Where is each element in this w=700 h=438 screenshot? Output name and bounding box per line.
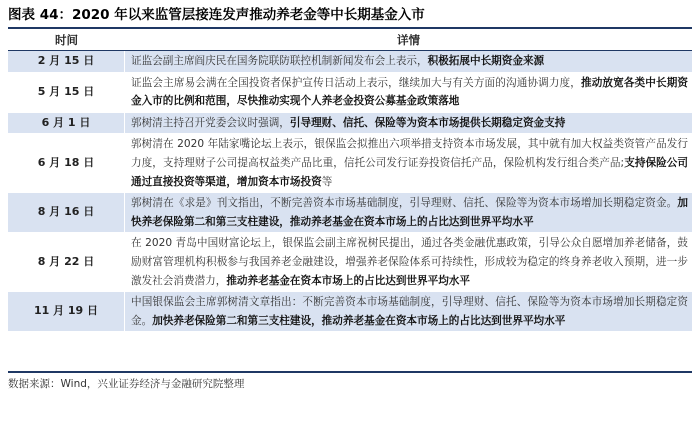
row-date: 6 月 1 日 <box>8 113 125 134</box>
table-row <box>8 51 692 72</box>
row-detail <box>125 292 692 331</box>
row-detail <box>125 193 692 232</box>
table-header <box>8 30 692 51</box>
detail-text: 证监会主席易会满在全国投资者保护宣传日活动上表示，继续加大与有关方面的沟通协调力度， <box>131 76 581 89</box>
row-date: 8 月 22 日 <box>8 233 125 291</box>
policy-table <box>8 30 692 331</box>
table-row <box>8 133 692 192</box>
title-rule <box>8 27 692 29</box>
detail-text: 郭树清主持召开党委会议时强调， <box>131 116 290 129</box>
row-date: 5 月 15 日 <box>8 73 125 112</box>
detail-emphasis: 积极拓展中长期资金来源 <box>427 55 545 67</box>
row-date: 2 月 15 日 <box>8 51 125 72</box>
row-date: 6 月 18 日 <box>8 134 125 192</box>
figure-title: 图表 44：2020 年以来监管层接连发声推动养老金等中长期基金入市 <box>8 7 425 23</box>
row-date: 11 月 19 日 <box>8 292 125 331</box>
bottom-rule <box>8 371 692 373</box>
detail-emphasis: 支持保险公司通过直接投资等渠道，增加资本市场投资 <box>131 156 688 188</box>
row-date: 8 月 16 日 <box>8 193 125 232</box>
detail-emphasis: 引导理财、信托、保险等为资本市场提供长期稳定资金支持 <box>289 116 566 129</box>
row-detail <box>125 51 692 72</box>
detail-text: 郭树清在 2020 年陆家嘴论坛上表示，银保监会拟推出六项举措支持资本市场发展，其中就有加大权益类资管产品发行力度，支持理财子公司提高权益类产品比重，信托公司发行证券投资信托产品，保险机构发行组合类产品; <box>131 138 688 169</box>
detail-emphasis: 加快养老保险第二和第三支柱建设，推动养老基金在资本市场上的占比达到世界平均水平 <box>152 314 566 327</box>
source-note: 数据来源：Wind，兴业证券经济与金融研究院整理 <box>8 378 245 390</box>
row-detail <box>125 233 692 291</box>
detail-text: 在 2020 青岛中国财富论坛上，银保监会副主席祝树民提出，通过各类金融优惠政策，引导公众自愿增加养老储备，鼓励财富管理机构积极参与我国养老金融建设，增强养老保险体系可持续性，形成较为稳定的终身养老收入预期，进一步激发社会消费潜力， <box>131 237 688 287</box>
table-row <box>8 112 692 134</box>
detail-text: 证监会副主席阎庆民在国务院联防联控机制新闻发布会上表示， <box>131 55 428 67</box>
detail-text: 中国银保监会主席郭树清文章指出：不断完善资本市场基础制度，引导理财、信托、保险等为资本市场增加长期稳定资金。 <box>131 296 688 327</box>
row-detail <box>125 113 692 134</box>
table-row <box>8 232 692 291</box>
row-detail <box>125 134 692 192</box>
row-detail <box>125 73 692 112</box>
table-row <box>8 72 692 112</box>
detail-emphasis: 加快养老保险第二和第三支柱建设，推动养老基金在资本市场上的占比达到世界平均水平 <box>131 197 688 228</box>
detail-emphasis: 推动放宽各类中长期资金入市的比例和范围，尽快推动实现个人养老金投资公募基金政策落地 <box>131 76 689 108</box>
table-row <box>8 192 692 232</box>
table-row <box>8 291 692 331</box>
detail-text: 郭树清在《求是》刊文指出，不断完善资本市场基础制度，引导理财、信托、保险等为资本市场增加长期稳定资金。 <box>131 197 678 210</box>
header-detail: 详情 <box>397 33 420 47</box>
detail-text-tail: 等 <box>321 175 333 188</box>
header-time: 时间 <box>55 33 78 47</box>
detail-emphasis: 推动养老基金在资本市场上的占比达到世界平均水平 <box>226 274 470 287</box>
